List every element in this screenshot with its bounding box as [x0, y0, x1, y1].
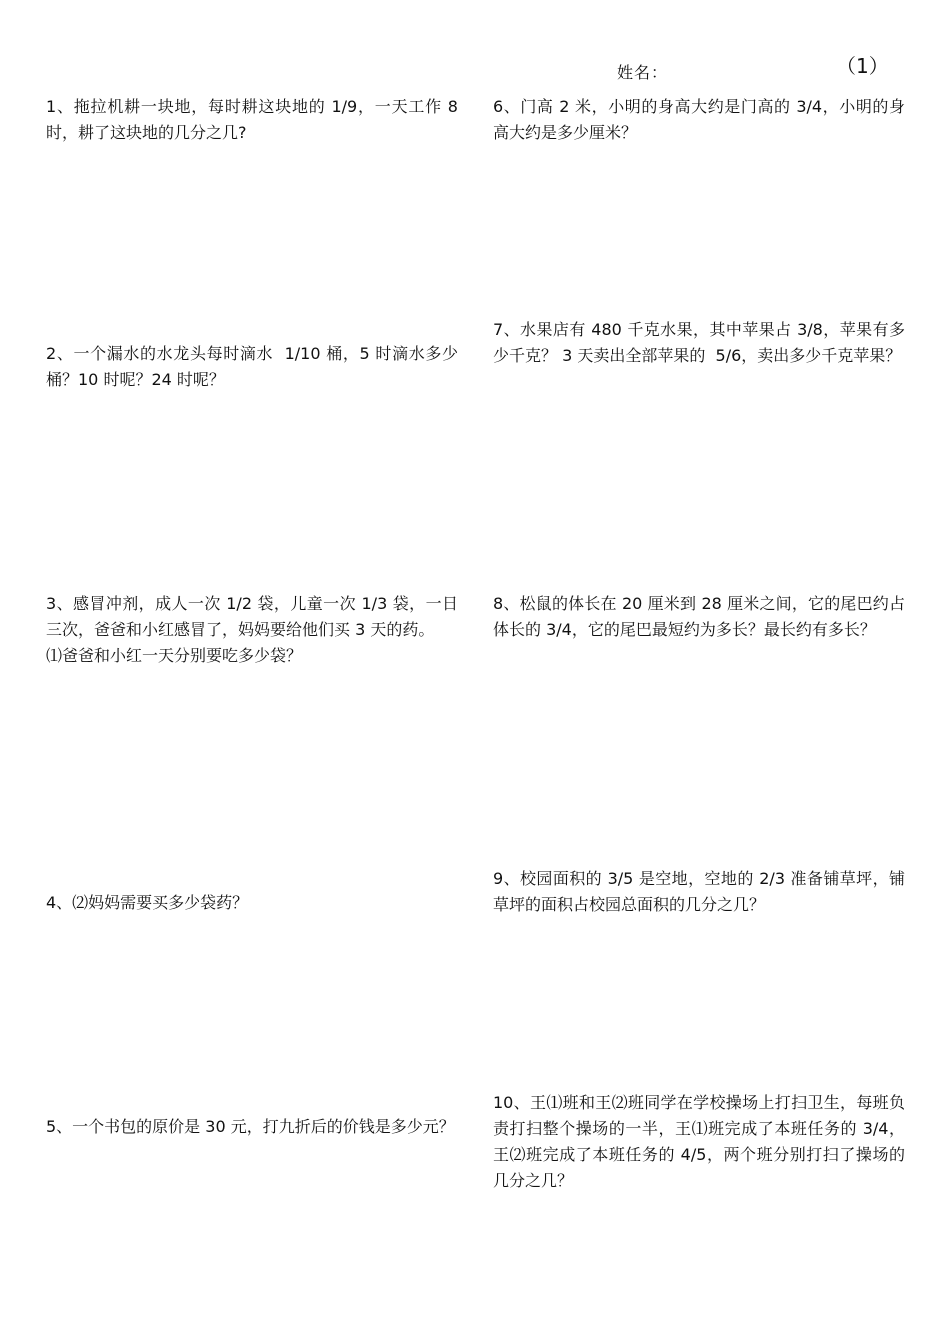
problem-9: 9、校园面积的 3/5 是空地，空地的 2/3 准备铺草坪，铺草坪的面积占校园总面积的几分之几？: [493, 869, 905, 914]
problem-2: 2、一个漏水的水龙头每时滴水 1/10 桶，5 时滴水多少桶？10 时呢？24 时呢？: [46, 344, 458, 389]
problem-10: 10、王⑴班和王⑵班同学在学校操场上打扫卫生，每班负责打扫整个操场的一半，王⑴班完成了本班任务的 3/4，王⑵班完成了本班任务的 4/5，两个班分别打扫了操场的几分之几？: [493, 1093, 905, 1190]
problem-7: 7、水果店有 480 千克水果，其中苹果占 3/8，苹果有多少千克？ 3 天卖出全部苹果的 5/6，卖出多少千克苹果？: [493, 320, 905, 365]
problem-3: 3、感冒冲剂，成人一次 1/2 袋，儿童一次 1/3 袋，一日三次，爸爸和小红感冒了，妈妈要给他们买 3 天的药。 ⑴爸爸和小红一天分别要吃多少袋？: [46, 594, 458, 665]
page-number: （1）: [836, 54, 889, 78]
problem-4: 4、⑵妈妈需要买多少袋药？: [46, 893, 249, 912]
problem-1: 1、拖拉机耕一块地，每时耕这块地的 1/9，一天工作 8 时，耕了这块地的几分之几?: [46, 97, 464, 142]
student-name-label: 姓名：: [617, 63, 669, 82]
problem-5: 5、一个书包的原价是 30 元，打九折后的价钱是多少元？: [46, 1117, 455, 1136]
problem-8: 8、松鼠的体长在 20 厘米到 28 厘米之间，它的尾巴约占体长的 3/4，它的尾巴最短约为多长？最长约有多长？: [493, 594, 905, 639]
problem-6: 6、门高 2 米，小明的身高大约是门高的 3/4，小明的身高大约是多少厘米？: [493, 97, 905, 142]
